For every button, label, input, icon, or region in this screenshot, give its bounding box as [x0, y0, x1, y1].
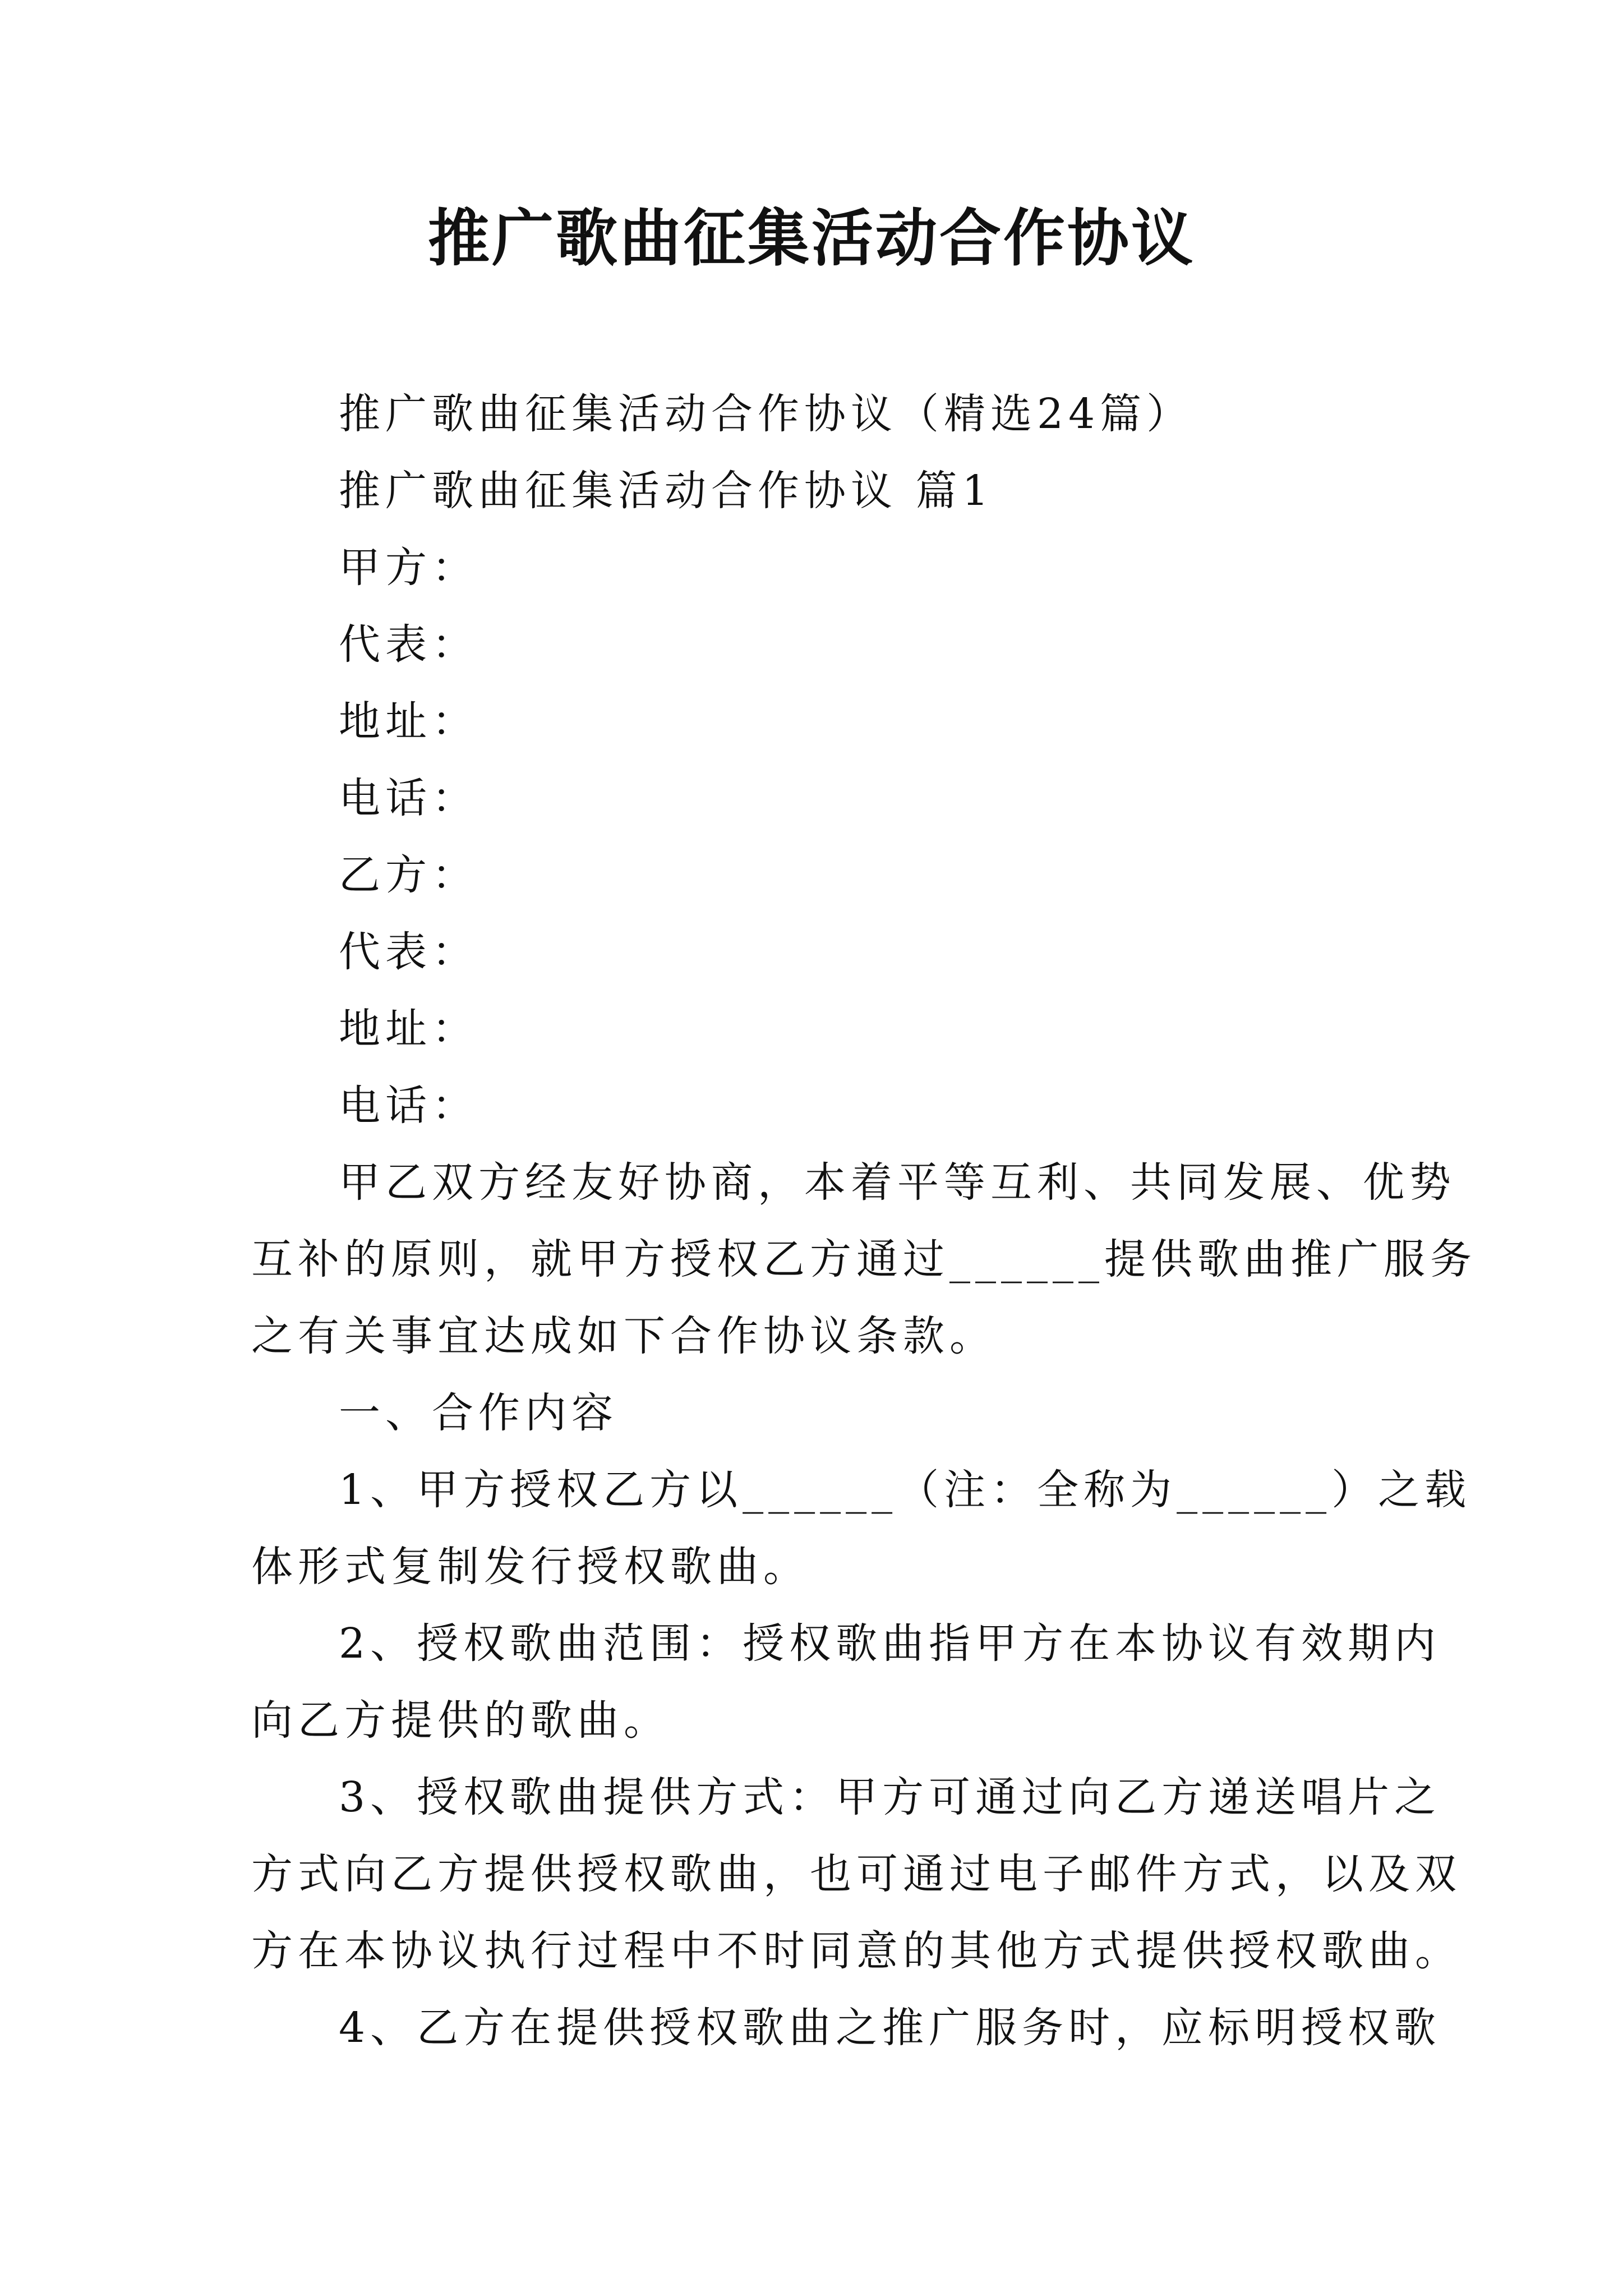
text-line: 代表：: [339, 620, 478, 669]
text-line: 方在本协议执行过程中不时同意的其他方式提供授权歌曲。: [251, 1927, 1461, 1975]
text-line: 体形式复制发行授权歌曲。: [251, 1543, 810, 1591]
text-line: 互补的原则，就甲方授权乙方通过______提供歌曲推广服务: [251, 1235, 1477, 1283]
text-line: 之有关事宜达成如下合作协议条款。: [251, 1312, 996, 1360]
text-line: 1、甲方授权乙方以______（注：全称为______）之载: [339, 1466, 1472, 1514]
document-title: 推广歌曲征集活动合作协议: [428, 203, 1195, 274]
text-line: 地址：: [339, 697, 478, 746]
text-line: 4、乙方在提供授权歌曲之推广服务时，应标明授权歌: [339, 2004, 1441, 2052]
text-line: 推广歌曲征集活动合作协议 篇1: [339, 467, 994, 515]
text-line: 代表：: [339, 928, 478, 976]
text-line: 电话：: [339, 1082, 478, 1130]
text-line: 乙方：: [339, 851, 478, 899]
text-line: 一、合作内容: [339, 1389, 618, 1437]
text-line: 方式向乙方提供授权歌曲，也可通过电子邮件方式，以及双: [251, 1850, 1461, 1898]
text-line: 地址：: [339, 1005, 478, 1053]
text-line: 甲乙双方经友好协商，本着平等互利、共同发展、优势: [339, 1158, 1456, 1207]
text-line: 推广歌曲征集活动合作协议（精选24篇）: [339, 390, 1193, 438]
text-line: 电话：: [339, 774, 478, 822]
document-body: [251, 376, 1477, 2067]
text-line: 甲方：: [339, 544, 478, 592]
text-line: 3、授权歌曲提供方式：甲方可通过向乙方递送唱片之: [339, 1773, 1441, 1821]
text-line: 向乙方提供的歌曲。: [251, 1696, 670, 1745]
text-line: 2、授权歌曲范围：授权歌曲指甲方在本协议有效期内: [339, 1619, 1441, 1668]
